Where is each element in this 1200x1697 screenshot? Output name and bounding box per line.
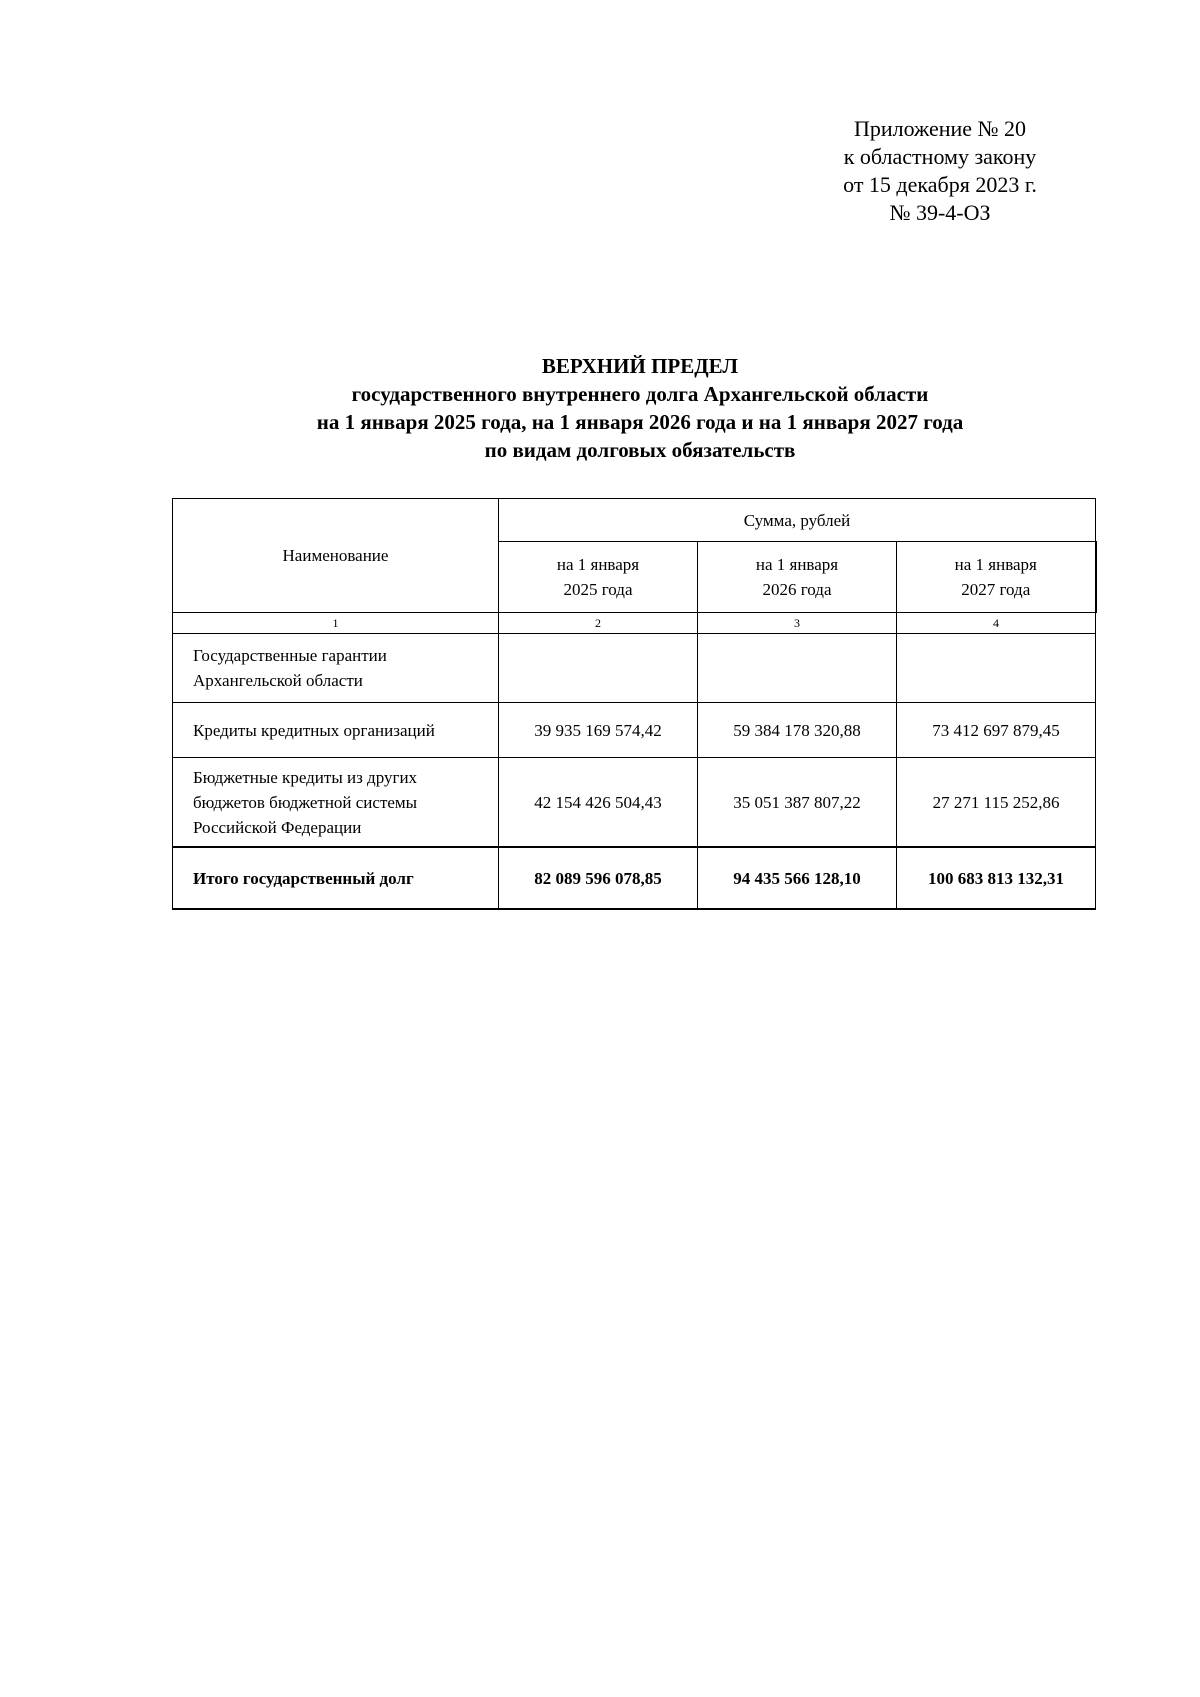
header-year-2026-line2: 2026 года bbox=[762, 580, 832, 599]
appendix-number: Приложение № 20 bbox=[853, 116, 1027, 141]
column-number-3: 3 bbox=[698, 613, 897, 634]
row-value-2025 bbox=[499, 634, 698, 703]
row-name bbox=[173, 758, 499, 848]
document-title bbox=[150, 352, 1130, 464]
column-number-1: 1 bbox=[173, 613, 499, 634]
column-number-4: 4 bbox=[897, 613, 1096, 634]
row-value-2027 bbox=[897, 634, 1096, 703]
row-value-2026: 35 051 387 807,22 bbox=[698, 758, 897, 848]
header-year-2027-line1: на 1 января bbox=[954, 555, 1037, 574]
row-value-2025: 42 154 426 504,43 bbox=[499, 758, 698, 848]
row-name-line: бюджетов бюджетной системы bbox=[193, 792, 418, 812]
title-line-3: на 1 января 2025 года, на 1 января 2026 года и на 1 января 2027 года bbox=[316, 410, 964, 434]
row-value-2027: 27 271 115 252,86 bbox=[897, 758, 1096, 848]
header-year-2026 bbox=[698, 542, 897, 613]
row-value-2026 bbox=[698, 634, 897, 703]
total-value-2026: 94 435 566 128,10 bbox=[698, 847, 897, 909]
row-value-2027: 73 412 697 879,45 bbox=[897, 703, 1096, 758]
table-row-state-guarantees bbox=[173, 634, 1096, 703]
title-line-1: ВЕРХНИЙ ПРЕДЕЛ bbox=[541, 354, 739, 378]
row-value-2025: 39 935 169 574,42 bbox=[499, 703, 698, 758]
table-row-bank-credits bbox=[173, 703, 1096, 758]
debt-table bbox=[172, 498, 1097, 910]
header-sum: Сумма, рублей bbox=[499, 499, 1096, 542]
row-name-line: Государственные гарантии bbox=[193, 646, 387, 665]
header-name: Наименование bbox=[173, 499, 499, 613]
header-row-1 bbox=[173, 499, 1096, 542]
total-name: Итого государственный долг bbox=[173, 847, 499, 909]
header-year-2027 bbox=[897, 542, 1096, 613]
row-name-line: Бюджетные кредиты из других bbox=[193, 767, 418, 787]
header-year-2025-line1: на 1 января bbox=[556, 555, 640, 574]
row-name bbox=[173, 703, 499, 758]
row-name-line: Российской Федерации bbox=[193, 817, 362, 837]
title-line-2: государственного внутреннего долга Архангельской области bbox=[351, 382, 929, 406]
row-name-line: Архангельской области bbox=[193, 671, 363, 690]
row-name-line: Кредиты кредитных организаций bbox=[193, 720, 435, 740]
row-name bbox=[173, 634, 499, 703]
row-value-2026: 59 384 178 320,88 bbox=[698, 703, 897, 758]
header-year-2027-line2: 2027 года bbox=[961, 580, 1031, 599]
header-year-2025 bbox=[499, 542, 698, 613]
table-row-total bbox=[173, 847, 1096, 909]
table-row-budget-credits bbox=[173, 758, 1096, 848]
header-year-2025-line2: 2025 года bbox=[563, 580, 633, 599]
column-number-2: 2 bbox=[499, 613, 698, 634]
appendix-law: к областному закону bbox=[843, 144, 1037, 169]
total-value-2025: 82 089 596 078,85 bbox=[499, 847, 698, 909]
header-year-2026-line1: на 1 января bbox=[755, 555, 839, 574]
appendix-date: от 15 декабря 2023 г. bbox=[843, 172, 1037, 197]
title-line-4: по видам долговых обязательств bbox=[484, 438, 796, 462]
appendix-reference bbox=[830, 115, 1050, 227]
total-value-2027: 100 683 813 132,31 bbox=[897, 847, 1096, 909]
column-number-row bbox=[173, 613, 1096, 634]
appendix-law-number: № 39-4-ОЗ bbox=[889, 200, 991, 225]
